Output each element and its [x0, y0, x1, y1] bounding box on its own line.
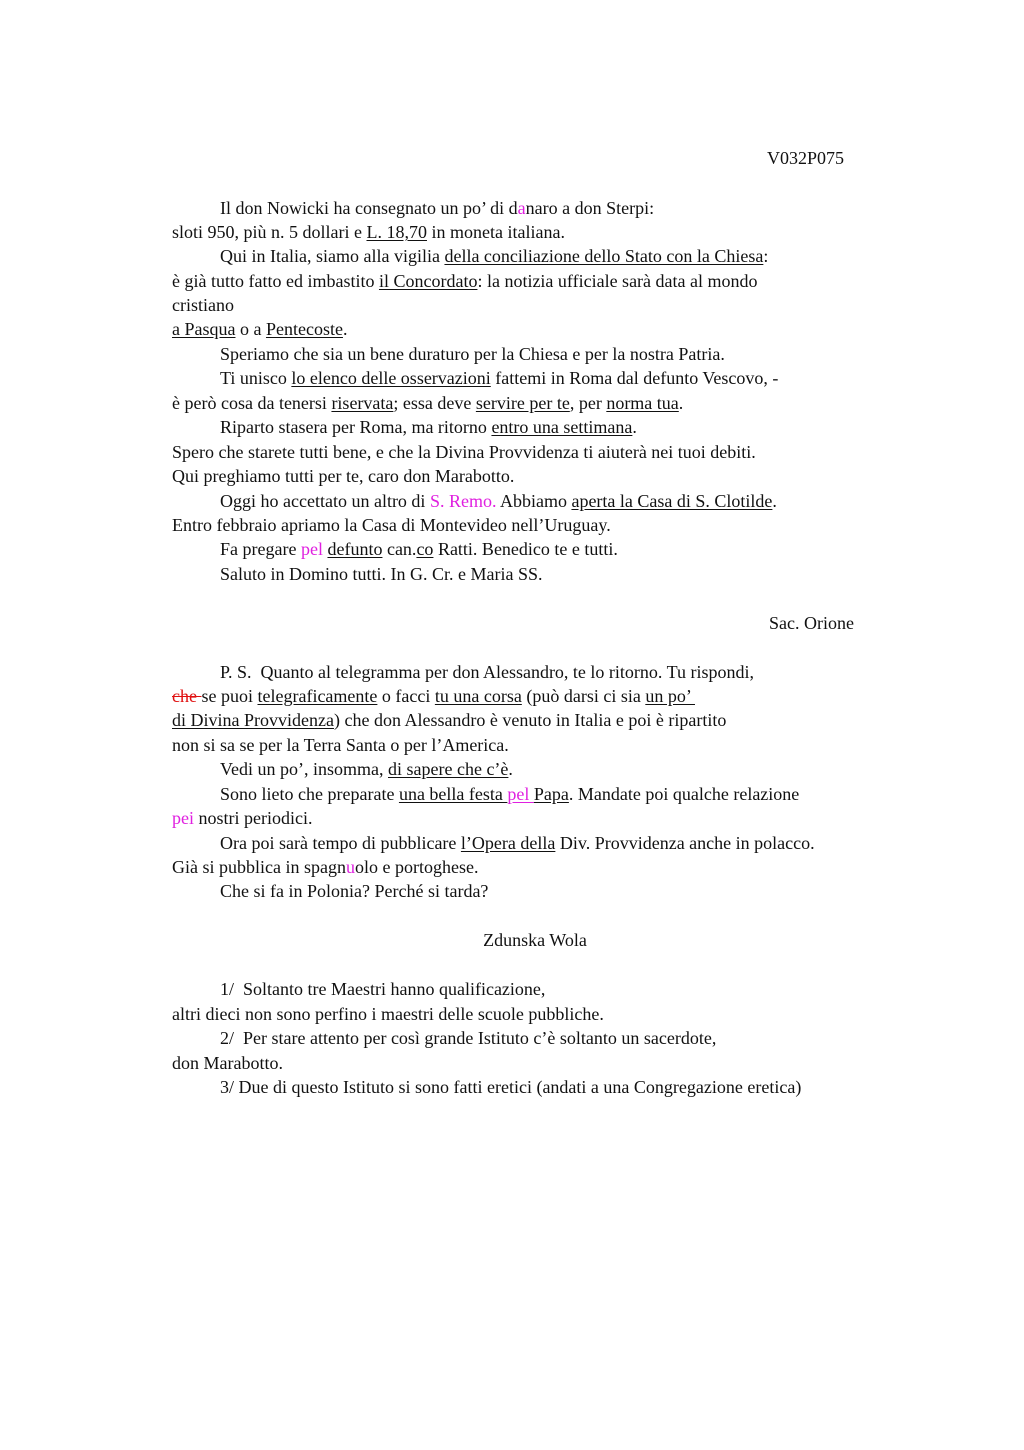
correction-insert: pel: [507, 784, 534, 804]
text: sloti 950, più n. 5 dollari e: [172, 222, 367, 242]
text: (può darsi ci sia: [521, 686, 646, 706]
text: Ora poi sarà tempo di pubblicare: [220, 833, 461, 853]
correction-insert: pel: [300, 539, 323, 559]
postscript-line: P. S. Quanto al telegramma per don Alessandro, te lo ritorno. Tu rispondi,: [220, 662, 754, 682]
text: Il don Nowicki ha consegnato un po’ di d: [220, 198, 518, 218]
text: o a: [235, 319, 266, 339]
letter-line: [220, 538, 618, 560]
text: olo e portoghese.: [354, 857, 479, 877]
underlined-text: di sapere che c’è: [388, 759, 509, 779]
signature: Sac. Orione: [769, 613, 854, 633]
underlined-text: della conciliazione dello Stato con la Chiesa: [444, 246, 764, 266]
letter-line: Entro febbraio apriamo la Casa di Montevideo nell’Uruguay.: [172, 515, 611, 535]
text: ) che don Alessandro è venuto in Italia e poi è ripartito: [333, 710, 727, 730]
text: Sono lieto che preparate: [220, 784, 399, 804]
text: . Mandate poi qualche relazione: [568, 784, 800, 804]
correction-insert: pei: [172, 808, 194, 828]
text: Qui in Italia, siamo alla vigilia: [220, 246, 445, 266]
text: : la notizia ufficiale sarà data al mondo: [477, 271, 758, 291]
annex-title: Zdunska Wola: [483, 930, 587, 950]
text: Già si pubblica in spagn: [172, 857, 346, 877]
postscript-line: [172, 807, 312, 829]
underlined-text: defunto: [327, 539, 383, 559]
text: se puoi: [201, 686, 258, 706]
underlined-text: un po’: [645, 686, 695, 706]
postscript-line: Che si fa in Polonia? Perché si tarda?: [220, 881, 489, 901]
text: o facci: [377, 686, 435, 706]
letter-line: cristiano: [172, 295, 234, 315]
underlined-text: il Concordato: [378, 271, 478, 291]
postscript-line: [220, 832, 815, 854]
text: Ti unisco: [220, 368, 292, 388]
letter-line: [220, 367, 778, 389]
text: , per: [569, 393, 607, 413]
underlined-text: co: [416, 539, 434, 559]
text: .: [508, 759, 513, 779]
postscript-line: [220, 783, 799, 805]
text: fattemi in Roma dal defunto Vescovo, -: [490, 368, 779, 388]
postscript-line: [172, 856, 478, 878]
annex-line: 1/ Soltanto tre Maestri hanno qualificazione,: [220, 979, 546, 999]
deleted-text: che: [172, 686, 202, 706]
text: Riparto stasera per Roma, ma ritorno: [220, 417, 492, 437]
annex-line: 3/ Due di questo Istituto si sono fatti eretici (andati a una Congregazione eretica): [220, 1077, 802, 1097]
letter-line: [172, 270, 758, 292]
underlined-text: a Pasqua: [172, 319, 236, 339]
text: Ratti. Benedico te e tutti.: [433, 539, 618, 559]
correction-insert: S. Remo.: [429, 491, 497, 511]
letter-line: [220, 245, 768, 267]
letter-line: Speriamo che sia un bene duraturo per la Chiesa e per la nostra Patria.: [220, 344, 725, 364]
postscript-line: non si sa se per la Terra Santa o per l’America.: [172, 735, 509, 755]
underlined-text: telegraficamente: [257, 686, 378, 706]
annex-line: altri dieci non sono perfino i maestri delle scuole pubbliche.: [172, 1004, 604, 1024]
underlined-text: L. 18,70: [366, 222, 427, 242]
annex-line: 2/ Per stare attento per così grande Istituto c’è soltanto un sacerdote,: [220, 1028, 717, 1048]
underlined-text: di Divina Provvidenza: [172, 710, 334, 730]
text: in moneta italiana.: [426, 222, 565, 242]
postscript-line: [172, 685, 695, 707]
document-code: V032P075: [766, 148, 844, 168]
text: ; essa deve: [393, 393, 476, 413]
underlined-text: una bella festa: [398, 784, 508, 804]
text: Fa pregare: [220, 539, 301, 559]
correction-insert: a: [517, 198, 526, 218]
text: Vedi un po’, insomma,: [220, 759, 388, 779]
underlined-text: Pentecoste: [265, 319, 343, 339]
text: .: [772, 491, 777, 511]
letter-line: [220, 416, 637, 438]
underlined-text: l’Opera della: [460, 833, 556, 853]
underlined-text: lo elenco delle osservazioni: [291, 368, 491, 388]
text: :: [763, 246, 769, 266]
text: Div. Provvidenza anche in polacco.: [555, 833, 815, 853]
text: can.: [382, 539, 417, 559]
annex-line: don Marabotto.: [172, 1053, 283, 1073]
text: .: [632, 417, 637, 437]
underlined-text: entro una settimana: [491, 417, 633, 437]
text: .: [342, 319, 348, 339]
text: è già tutto fatto ed imbastito: [172, 271, 379, 291]
underlined-text: aperta la Casa di S. Clotilde: [571, 491, 773, 511]
correction-insert: u: [345, 857, 355, 877]
underlined-text: Papa: [533, 784, 569, 804]
letter-line: [172, 221, 565, 243]
text: Abbiamo: [496, 491, 572, 511]
text: è però cosa da tenersi: [172, 393, 332, 413]
letter-line: Saluto in Domino tutti. In G. Cr. e Maria SS.: [220, 564, 543, 584]
letter-line: Spero che starete tutti bene, e che la Divina Provvidenza ti aiuterà nei tuoi debiti.: [172, 442, 756, 462]
letter-line: [220, 490, 777, 512]
letter-line: Qui preghiamo tutti per te, caro don Marabotto.: [172, 466, 515, 486]
text: nostri periodici.: [194, 808, 313, 828]
text: Oggi ho accettato un altro di: [220, 491, 430, 511]
text: naro a don Sterpi:: [525, 198, 655, 218]
underlined-text: riservata: [331, 393, 394, 413]
postscript-line: [172, 709, 726, 731]
postscript-line: [220, 758, 513, 780]
underlined-text: norma tua: [606, 393, 679, 413]
underlined-text: tu una corsa: [434, 686, 522, 706]
letter-line: [220, 197, 654, 219]
letter-line: [172, 392, 683, 414]
letter-line: [172, 318, 347, 340]
text: .: [678, 393, 684, 413]
underlined-text: servire per te: [475, 393, 570, 413]
